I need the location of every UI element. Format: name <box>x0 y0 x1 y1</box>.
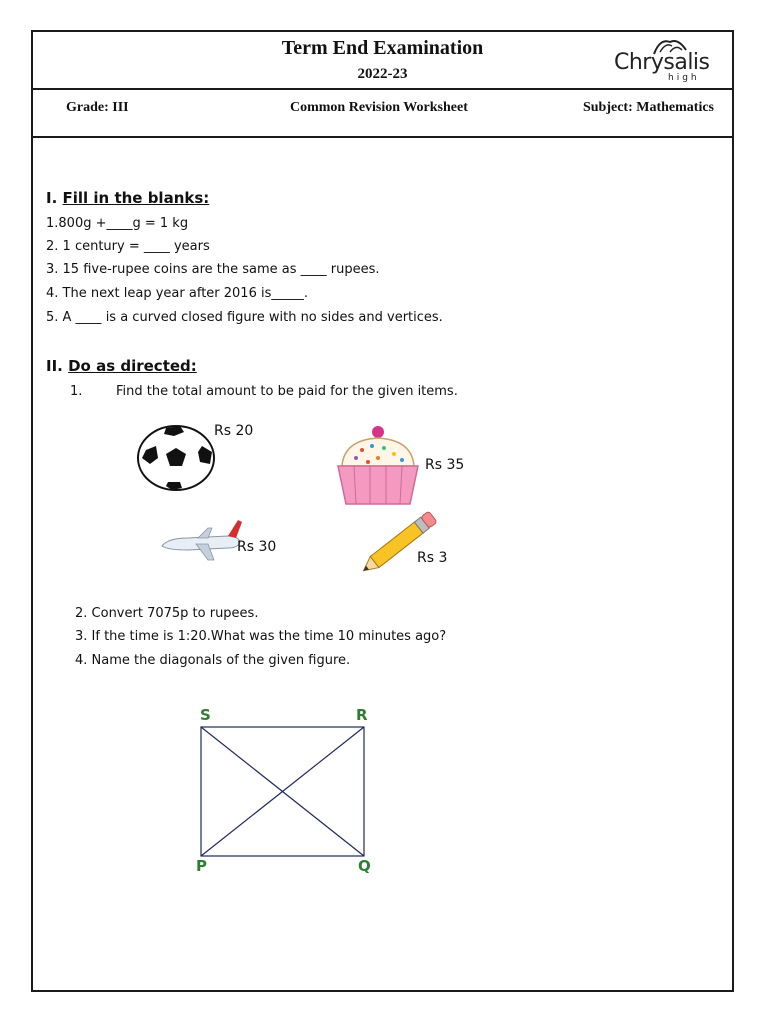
question-1-number: 1. <box>70 384 83 399</box>
worksheet-title: Common Revision Worksheet <box>290 100 468 115</box>
vertex-q-label: Q <box>358 857 371 875</box>
header-top <box>33 32 732 90</box>
header-info-row <box>33 90 732 138</box>
logo-text: Chrysalis <box>614 50 710 75</box>
section2-heading <box>46 357 197 375</box>
question-2: 2. Convert 7075p to rupees. <box>75 606 259 621</box>
section1-heading <box>46 189 209 207</box>
rectangle-figure <box>188 702 388 882</box>
subject-label: Subject: Mathematics <box>582 100 714 115</box>
cupcake-price: Rs 35 <box>425 457 465 473</box>
football-icon <box>136 422 216 492</box>
fill-blank-3: 3. 15 five-rupee coins are the same as ____ rupees. <box>46 262 380 277</box>
cupcake-icon <box>332 422 422 512</box>
vertex-r-label: R <box>356 706 368 724</box>
airplane-icon <box>158 516 243 562</box>
exam-year: 2022-23 <box>357 66 408 82</box>
section1-number: I. <box>46 189 58 207</box>
fill-blank-1: 1.800g +____g = 1 kg <box>46 216 189 231</box>
items-picture <box>122 420 487 588</box>
section2-number: II. <box>46 357 63 375</box>
pencil-icon <box>354 508 444 578</box>
rectangle-diagram <box>188 702 388 882</box>
fill-blank-2: 2. 1 century = ____ years <box>46 239 210 254</box>
section1-title: Fill in the blanks: <box>62 189 210 207</box>
exam-title: Term End Examination <box>281 37 484 59</box>
ball-price: Rs 20 <box>214 423 254 439</box>
pencil-price: Rs 3 <box>417 550 448 566</box>
vertex-p-label: P <box>196 857 207 875</box>
fill-blank-4: 4. The next leap year after 2016 is_____. <box>46 286 308 301</box>
section2-title: Do as directed: <box>68 357 197 375</box>
logo-subtext: high <box>668 73 700 83</box>
question-1-text: Find the total amount to be paid for the given items. <box>116 384 458 399</box>
grade-label: Grade: III <box>66 100 129 115</box>
question-4: 4. Name the diagonals of the given figure. <box>75 653 351 668</box>
vertex-s-label: S <box>200 706 211 724</box>
fill-blank-5: 5. A ____ is a curved closed figure with no sides and vertices. <box>46 310 443 325</box>
airplane-price: Rs 30 <box>237 539 277 555</box>
school-logo <box>612 36 722 86</box>
question-3: 3. If the time is 1:20.What was the time 10 minutes ago? <box>75 629 447 644</box>
